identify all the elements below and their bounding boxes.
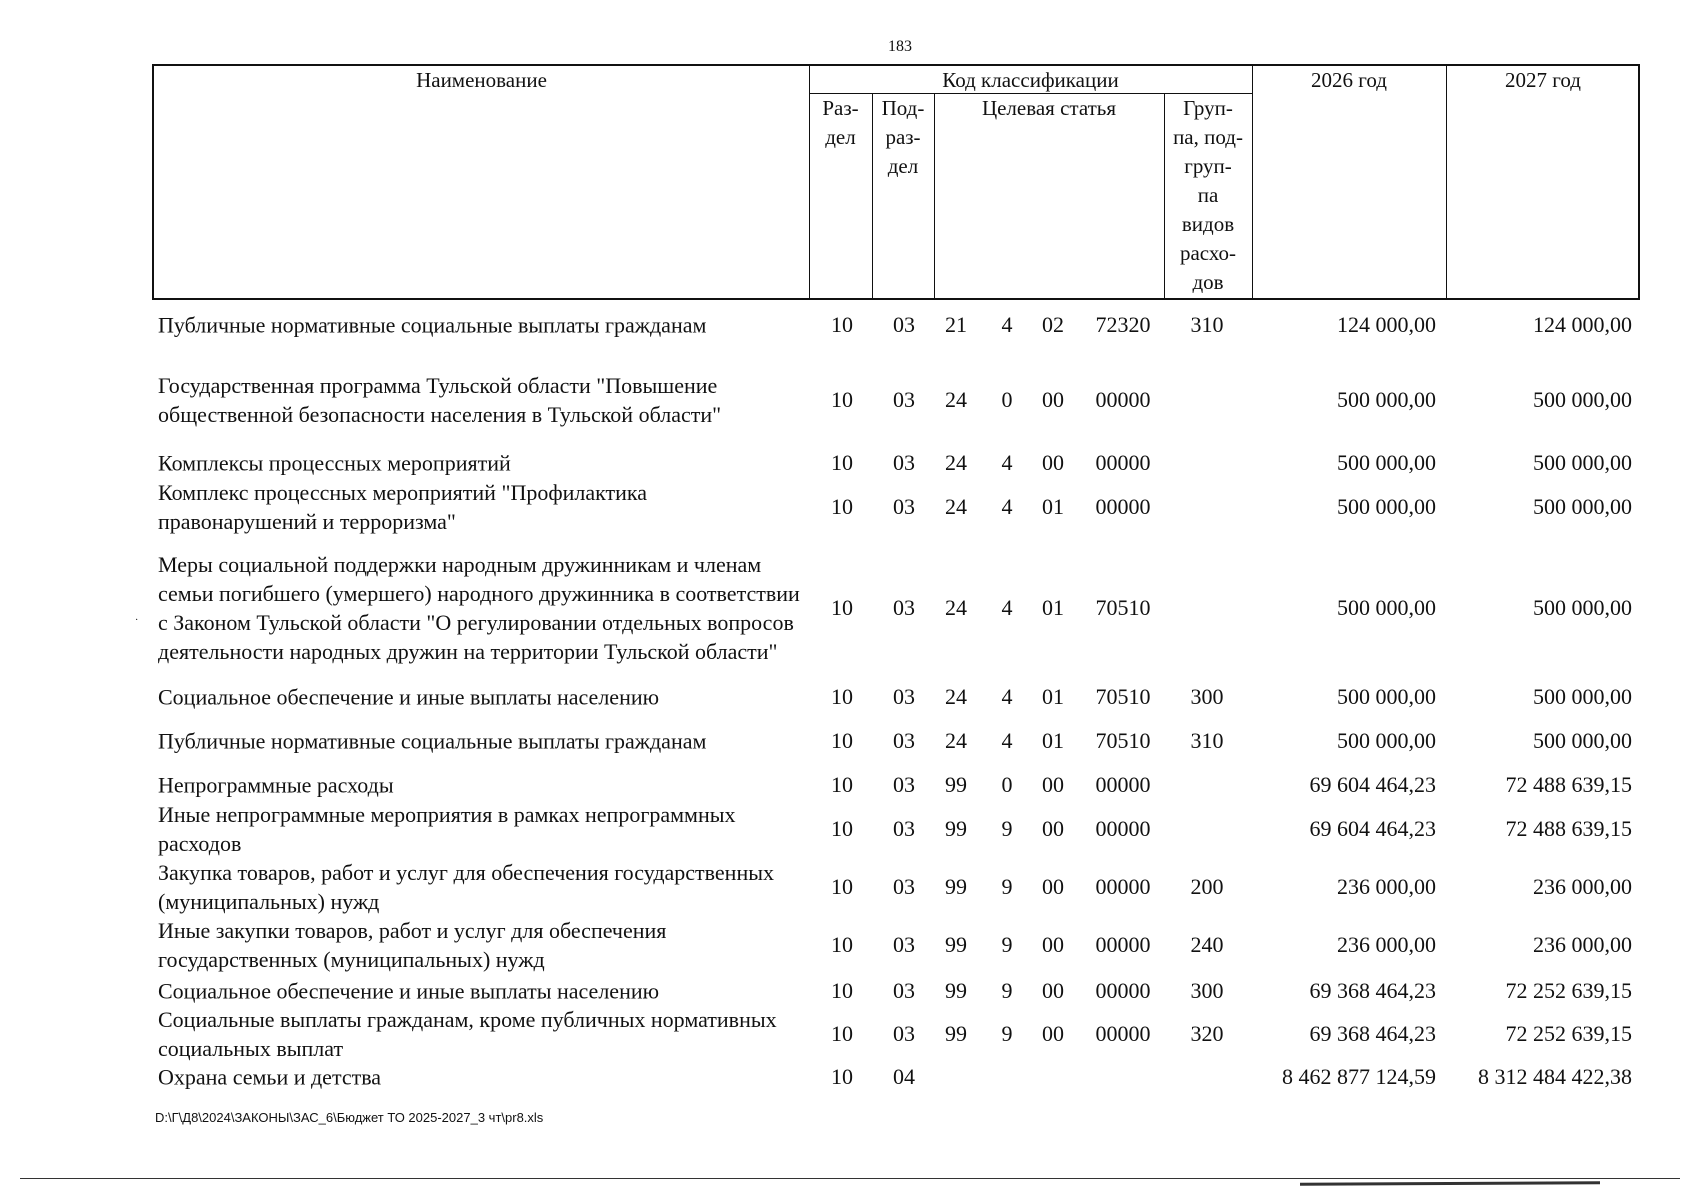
cell-podrazdel: 03 — [893, 450, 915, 475]
cell-t3: 01 — [1042, 595, 1064, 620]
cell-t4: 00000 — [1095, 494, 1151, 519]
cell-t1: 99 — [945, 978, 967, 1003]
cell-t2: 0 — [1001, 772, 1013, 797]
cell-y2026: 124 000,00 — [1337, 312, 1436, 337]
cell-y2027: 236 000,00 — [1533, 874, 1632, 899]
cell-group: 310 — [1190, 728, 1224, 753]
cell-y2026: 69 368 464,23 — [1309, 978, 1436, 1003]
cell-t1: 24 — [945, 728, 967, 753]
cell-t3: 00 — [1042, 450, 1064, 475]
cell-y2026: 500 000,00 — [1337, 450, 1436, 475]
cell-group: 300 — [1190, 978, 1224, 1003]
header-divider — [1252, 66, 1253, 300]
cell-name: Социальное обеспечение и иные выплаты населению — [158, 978, 660, 1004]
cell-name: Социальное обеспечение и иные выплаты населению — [158, 684, 660, 710]
cell-razdel: 10 — [831, 387, 853, 412]
cell-t3: 00 — [1042, 772, 1064, 797]
cell-name: Закупка товаров, работ и услуг для обеспечения государственных (муниципальных) нужд — [158, 860, 775, 914]
cell-razdel: 10 — [831, 874, 853, 899]
cell-y2027: 500 000,00 — [1533, 450, 1632, 475]
cell-name: Иные закупки товаров, работ и услуг для обеспечения государственных (муниципальных) нужд — [158, 918, 667, 972]
cell-name: Меры социальной поддержки народным дружинникам и членам семьи погибшего (умершего) народного дружинника в соответствии с Законом Тульской области "О регулировании отдельных вопросов деятельности народных дружин на территории Тульской области" — [158, 552, 800, 664]
cell-name: Комплексы процессных мероприятий — [158, 450, 511, 476]
cell-t1: 24 — [945, 494, 967, 519]
table-row — [0, 858, 1692, 916]
cell-podrazdel: 03 — [893, 816, 915, 841]
header-name: Наименование — [416, 68, 547, 92]
cell-t4: 00000 — [1095, 387, 1151, 412]
cell-t2: 9 — [1001, 932, 1013, 957]
cell-podrazdel: 03 — [893, 772, 915, 797]
cell-podrazdel: 03 — [893, 595, 915, 620]
header-2027: 2027 год — [1505, 68, 1581, 92]
cell-podrazdel: 03 — [893, 494, 915, 519]
cell-y2026: 69 368 464,23 — [1309, 1021, 1436, 1046]
cell-podrazdel: 03 — [893, 874, 915, 899]
cell-t4: 70510 — [1095, 728, 1151, 753]
cell-t1: 99 — [945, 932, 967, 957]
table-row — [0, 370, 1692, 430]
cell-t2: 9 — [1001, 816, 1013, 841]
cell-y2027: 500 000,00 — [1533, 728, 1632, 753]
table-row — [0, 800, 1692, 858]
cell-razdel: 10 — [831, 978, 853, 1003]
cell-t3: 01 — [1042, 494, 1064, 519]
cell-group: 200 — [1190, 874, 1224, 899]
bottom-rule — [20, 1178, 1680, 1179]
cell-t3: 00 — [1042, 387, 1064, 412]
table-row — [0, 538, 1692, 678]
header-group: Груп- па, под- груп- па видов расхо- дов — [1173, 96, 1243, 294]
cell-y2026: 236 000,00 — [1337, 874, 1436, 899]
header-podrazdel: Под- раз- дел — [881, 96, 925, 178]
table-row — [0, 1062, 1692, 1092]
cell-group: 240 — [1190, 932, 1224, 957]
cell-razdel: 10 — [831, 595, 853, 620]
cell-t1: 99 — [945, 772, 967, 797]
cell-t2: 4 — [1001, 728, 1013, 753]
cell-podrazdel: 04 — [893, 1064, 915, 1089]
cell-t2: 4 — [1001, 684, 1013, 709]
cell-t3: 01 — [1042, 684, 1064, 709]
cell-t3: 00 — [1042, 874, 1064, 899]
cell-podrazdel: 03 — [893, 932, 915, 957]
cell-t1: 99 — [945, 874, 967, 899]
cell-razdel: 10 — [831, 494, 853, 519]
cell-y2027: 72 488 639,15 — [1505, 772, 1632, 797]
bottom-rule-accent — [1300, 1181, 1600, 1186]
cell-y2026: 500 000,00 — [1337, 684, 1436, 709]
cell-name: Охрана семьи и детства — [158, 1064, 382, 1090]
cell-t2: 9 — [1001, 978, 1013, 1003]
table-row — [0, 1005, 1692, 1063]
cell-group: 300 — [1190, 684, 1224, 709]
cell-razdel: 10 — [831, 772, 853, 797]
cell-razdel: 10 — [831, 1064, 853, 1089]
cell-y2026: 500 000,00 — [1337, 728, 1436, 753]
cell-t2: 0 — [1001, 387, 1013, 412]
cell-t3: 01 — [1042, 728, 1064, 753]
cell-t2: 9 — [1001, 874, 1013, 899]
cell-razdel: 10 — [831, 312, 853, 337]
table-header — [152, 64, 1640, 300]
cell-y2027: 72 252 639,15 — [1505, 1021, 1632, 1046]
cell-name: Непрограммные расходы — [158, 772, 394, 798]
table-row — [0, 916, 1692, 974]
cell-t1: 24 — [945, 387, 967, 412]
cell-razdel: 10 — [831, 932, 853, 957]
cell-y2027: 500 000,00 — [1533, 595, 1632, 620]
cell-t4: 70510 — [1095, 684, 1151, 709]
cell-t2: 4 — [1001, 450, 1013, 475]
cell-y2027: 236 000,00 — [1533, 932, 1632, 957]
cell-name: Публичные нормативные социальные выплаты гражданам — [158, 728, 707, 754]
cell-t1: 24 — [945, 595, 967, 620]
cell-y2027: 500 000,00 — [1533, 387, 1632, 412]
cell-t3: 00 — [1042, 932, 1064, 957]
header-target: Целевая статья — [981, 96, 1117, 120]
cell-t1: 24 — [945, 684, 967, 709]
cell-y2027: 8 312 484 422,38 — [1478, 1064, 1632, 1089]
cell-t3: 00 — [1042, 1021, 1064, 1046]
cell-y2026: 500 000,00 — [1337, 595, 1436, 620]
cell-razdel: 10 — [831, 1021, 853, 1046]
cell-y2026: 69 604 464,23 — [1309, 772, 1436, 797]
cell-podrazdel: 03 — [893, 978, 915, 1003]
scan-speck: · — [135, 615, 139, 626]
cell-t2: 4 — [1001, 595, 1013, 620]
cell-podrazdel: 03 — [893, 387, 915, 412]
cell-t3: 00 — [1042, 816, 1064, 841]
cell-name: Государственная программа Тульской области "Повышение общественной безопасности населения в Тульской области" — [158, 373, 722, 427]
cell-podrazdel: 03 — [893, 312, 915, 337]
table-row — [0, 448, 1692, 478]
cell-group: 310 — [1190, 312, 1224, 337]
cell-name: Публичные нормативные социальные выплаты гражданам — [158, 312, 707, 338]
cell-y2027: 124 000,00 — [1533, 312, 1632, 337]
header-divider — [1446, 66, 1447, 300]
cell-y2026: 8 462 877 124,59 — [1282, 1064, 1436, 1089]
cell-t4: 00000 — [1095, 772, 1151, 797]
cell-t1: 99 — [945, 816, 967, 841]
cell-t4: 72320 — [1095, 312, 1151, 337]
cell-podrazdel: 03 — [893, 684, 915, 709]
cell-t4: 00000 — [1095, 874, 1151, 899]
cell-razdel: 10 — [831, 816, 853, 841]
cell-podrazdel: 03 — [893, 728, 915, 753]
cell-t4: 00000 — [1095, 1021, 1151, 1046]
cell-y2026: 500 000,00 — [1337, 494, 1436, 519]
table-row — [0, 310, 1692, 340]
cell-y2026: 236 000,00 — [1337, 932, 1436, 957]
table-row — [0, 770, 1692, 800]
cell-t4: 00000 — [1095, 978, 1151, 1003]
cell-group: 320 — [1190, 1021, 1224, 1046]
cell-y2027: 500 000,00 — [1533, 684, 1632, 709]
cell-t1: 21 — [945, 312, 967, 337]
table-row — [0, 682, 1692, 712]
cell-y2027: 72 488 639,15 — [1505, 816, 1632, 841]
header-2026: 2026 год — [1311, 68, 1387, 92]
cell-t4: 00000 — [1095, 932, 1151, 957]
cell-y2027: 72 252 639,15 — [1505, 978, 1632, 1003]
cell-razdel: 10 — [831, 450, 853, 475]
cell-t4: 70510 — [1095, 595, 1151, 620]
cell-t3: 00 — [1042, 978, 1064, 1003]
cell-razdel: 10 — [831, 728, 853, 753]
cell-t4: 00000 — [1095, 816, 1151, 841]
cell-name: Комплекс процессных мероприятий "Профилактика правонарушений и терроризма" — [158, 480, 648, 534]
cell-y2026: 69 604 464,23 — [1309, 816, 1436, 841]
cell-y2027: 500 000,00 — [1533, 494, 1632, 519]
table-row — [0, 726, 1692, 756]
cell-t2: 4 — [1001, 312, 1013, 337]
cell-y2026: 500 000,00 — [1337, 387, 1436, 412]
cell-t1: 99 — [945, 1021, 967, 1046]
header-razdel: Раз- дел — [822, 96, 859, 149]
file-path: D:\Г\Д8\2024\ЗАКОНЫ\ЗАС_6\Бюджет ТО 2025-2027_3 чт\pr8.xls — [155, 1110, 544, 1125]
table-row — [0, 478, 1692, 536]
cell-name: Социальные выплаты гражданам, кроме публичных нормативных социальных выплат — [158, 1007, 777, 1061]
cell-t2: 9 — [1001, 1021, 1013, 1046]
cell-razdel: 10 — [831, 684, 853, 709]
table-row — [0, 976, 1692, 1006]
header-divider — [934, 94, 935, 300]
header-code: Код классификации — [942, 68, 1119, 92]
cell-t4: 00000 — [1095, 450, 1151, 475]
cell-t3: 02 — [1042, 312, 1064, 337]
page-number: 183 — [888, 38, 912, 55]
cell-t1: 24 — [945, 450, 967, 475]
cell-t2: 4 — [1001, 494, 1013, 519]
cell-name: Иные непрограммные мероприятия в рамках непрограммных расходов — [158, 802, 736, 856]
cell-podrazdel: 03 — [893, 1021, 915, 1046]
